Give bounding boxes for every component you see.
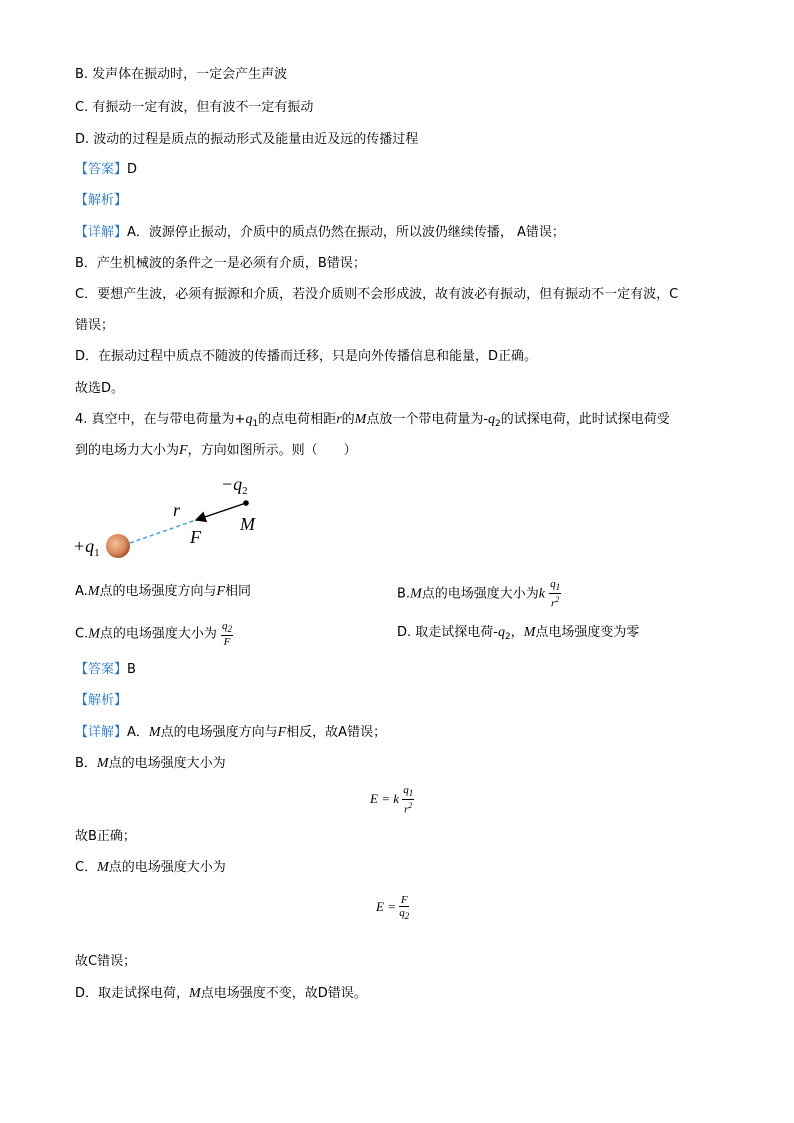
option-d-text: D. 波动的过程是质点的振动形式及能量由近及远的传播过程: [75, 132, 419, 147]
label-M: M: [240, 514, 255, 534]
source-charge: [106, 534, 130, 558]
conclusion-1: 故选D。: [75, 381, 125, 396]
choice-d: D. 取走试探电荷$-q_2$，M点电场强度变为零: [397, 625, 640, 642]
analysis-label-1: 【解析】: [75, 193, 128, 208]
answer-label: 【答案】: [75, 162, 128, 177]
choice-c: C.M点的电场强度大小为 $\frac{q_2}{F}$: [75, 620, 233, 648]
choice-b: B.M点的电场强度大小为k $\frac{q_1}{r^2}$: [397, 578, 561, 610]
label-q2: $-q_2$: [221, 474, 248, 497]
answer-value: D: [127, 162, 138, 177]
label-q1: $+q_1$: [73, 536, 100, 559]
equation-e-fq2: E = $\frac{F}{q_2}$: [376, 894, 410, 921]
detail-label: 【详解】: [75, 225, 128, 240]
detail-1: [75, 224, 565, 242]
test-charge-point: [243, 500, 249, 506]
answer-2: 【答案】B: [75, 662, 136, 677]
choice-a: A.M点的电场强度方向与F相同: [75, 584, 252, 599]
force-arrow: [196, 503, 246, 520]
label-r: r: [173, 500, 181, 520]
field-diagram: [68, 468, 288, 568]
question-4-line-2: 到的电场力大小为F，方向如图所示。则（ ）: [75, 443, 357, 458]
detail-2-d: D．取走试探电荷，M点电场强度不变，故D错误。: [75, 986, 367, 1001]
label-F: F: [190, 527, 201, 547]
detail-b: B．产生机械波的条件之一是必须有介质，B错误；: [75, 256, 366, 271]
detail-c-cont: 错误；: [75, 318, 115, 333]
detail-c: C．要想产生波，必须有振源和介质，若没介质则不会形成波，故有波必有振动，但有振动不一定有波，C: [75, 287, 679, 302]
option-c-text: C. 有振动一定有波，但有波不一定有振动: [75, 100, 314, 115]
option-b-text: B. 发声体在振动时，一定会产生声波: [75, 67, 288, 82]
question-4-line-1: 4. 真空中，在与带电荷量为$+q_1$的点电荷相距r的M点放一个带电荷量为$-q_2$的试探电荷，此时试探电荷受: [75, 412, 670, 429]
detail-2-c: C．M点的电场强度大小为: [75, 860, 226, 875]
analysis-label-2: 【解析】: [75, 693, 128, 708]
distance-line: [130, 520, 196, 543]
detail-2-b: B．M点的电场强度大小为: [75, 756, 226, 771]
fraction-kq1-r2: $\frac{q_1}{r^2}$: [550, 578, 561, 610]
conclusion-c: 故C错误；: [75, 954, 137, 969]
detail-2-a: 【详解】A．M点的电场强度方向与F相反，故A错误；: [75, 725, 387, 740]
conclusion-b: 故B正确；: [75, 829, 136, 844]
detail-text: A．波源停止振动，介质中的质点仍然在振动，所以波仍继续传播， A错误；: [127, 225, 565, 240]
detail-d: D．在振动过程中质点不随波的传播而迁移，只是向外传播信息和能量，D正确。: [75, 349, 538, 364]
equation-e-kq1r2: E = k $\frac{q_1}{r^2}$: [370, 784, 414, 816]
answer-1: [75, 161, 137, 179]
fraction-q2-f: $\frac{q_2}{F}$: [222, 620, 233, 648]
